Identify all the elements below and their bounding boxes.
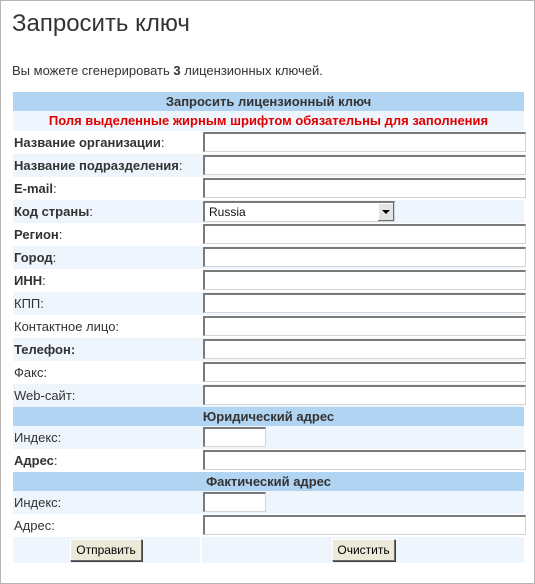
contact-input[interactable] (203, 316, 526, 336)
fax-label: Факс: (14, 365, 48, 380)
city-input[interactable] (203, 247, 526, 267)
city-label: Город: (14, 250, 57, 265)
actual-address-input[interactable] (203, 515, 526, 535)
dept-name-input[interactable] (203, 155, 526, 175)
form-header: Запросить лицензионный ключ (13, 92, 524, 111)
org-name-input[interactable] (203, 132, 526, 152)
row-fax (13, 361, 524, 384)
actual-index-label: Индекс: (14, 495, 62, 510)
inn-label: ИНН: (14, 273, 46, 288)
country-select-value: Russia (209, 205, 246, 219)
legal-index-input[interactable] (203, 427, 266, 447)
intro-text (12, 63, 323, 78)
row-legal-index (13, 426, 524, 449)
row-dept-name (13, 154, 524, 177)
actual-address-header: Фактический адрес (13, 472, 524, 491)
row-legal-address (13, 449, 524, 472)
fax-input[interactable] (203, 362, 526, 382)
row-kpp (13, 292, 524, 315)
buttons-row (13, 537, 524, 563)
dept-name-label: Название подразделения: (14, 158, 183, 173)
row-country (13, 200, 524, 223)
country-label: Код страны: (14, 204, 93, 219)
row-inn (13, 269, 524, 292)
clear-button[interactable]: Очистить (332, 539, 395, 561)
region-label: Регион: (14, 227, 63, 242)
actual-index-input[interactable] (203, 492, 266, 512)
send-cell (13, 537, 200, 563)
legal-index-label: Индекс: (14, 430, 62, 445)
intro-suffix: лицензионных ключей. (184, 63, 323, 78)
legal-address-header: Юридический адрес (13, 407, 524, 426)
email-label: E-mail: (14, 181, 57, 196)
legal-address-label: Адрес: (14, 453, 58, 468)
clear-cell (202, 537, 524, 563)
contact-label: Контактное лицо: (14, 319, 120, 334)
page-title: Запросить ключ (12, 10, 190, 37)
kpp-input[interactable] (203, 293, 526, 313)
phone-label: Телефон: (14, 342, 76, 357)
row-actual-index (13, 491, 524, 514)
region-input[interactable] (203, 224, 526, 244)
phone-input[interactable] (203, 339, 526, 359)
website-label: Web-сайт: (14, 388, 76, 403)
email-input[interactable] (203, 178, 526, 198)
org-name-label: Название организации: (14, 135, 165, 150)
row-region (13, 223, 524, 246)
intro-prefix: Вы можете сгенерировать (12, 63, 170, 78)
chevron-down-icon[interactable] (377, 203, 394, 221)
kpp-label: КПП: (14, 296, 44, 311)
row-phone (13, 338, 524, 361)
website-input[interactable] (203, 385, 526, 405)
row-city (13, 246, 524, 269)
actual-address-label: Адрес: (14, 518, 55, 533)
license-request-form (13, 92, 524, 563)
required-note: Поля выделенные жирным шрифтом обязательны для заполнения (13, 111, 524, 131)
row-website (13, 384, 524, 407)
legal-address-input[interactable] (203, 450, 526, 470)
inn-input[interactable] (203, 270, 526, 290)
row-email (13, 177, 524, 200)
send-button[interactable]: Отправить (70, 539, 142, 561)
row-actual-address (13, 514, 524, 537)
row-contact (13, 315, 524, 338)
row-org-name (13, 131, 524, 154)
country-select[interactable] (203, 201, 395, 222)
intro-count: 3 (173, 63, 181, 78)
